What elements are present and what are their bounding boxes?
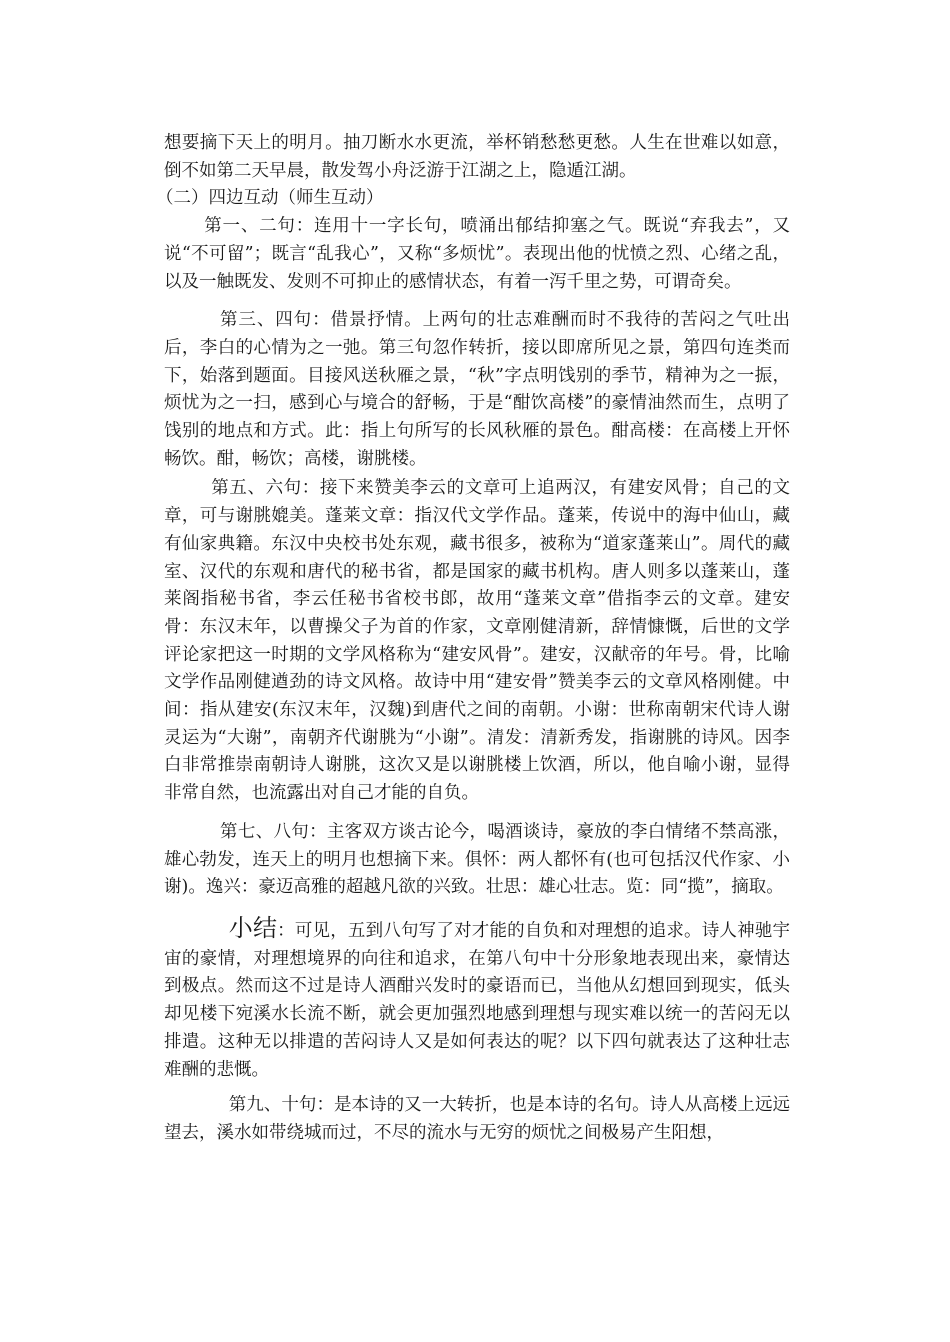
paragraph-intro-continuation: 想要摘下天上的明月。抽刀断水水更流，举杯销愁愁更愁。人生在世难以如意，倒不如第二天早晨，散发驾小舟泛游于江湖之上，隐遁江湖。 <box>164 133 790 181</box>
section-heading: （二）四边互动（师生互动） <box>156 188 384 209</box>
paragraph-lines-3-4: 第三、四句：借景抒情。上两句的壮志难酬而时不我待的苦闷之气吐出后，李白的心情为之一弛。第三句忽作转折，接以即席所见之景，第四句连类而下，始落到题面。目接风送秋雁之景，“秋”字点明饯别的季节，精神为之一振，烦忧为之一扫，感到心与境合的舒畅，于是“酣饮高楼”的豪情油然而生，点明了饯别的地点和方式。此：指上句所写的长风秋雁的景色。酣高楼：在高楼上开怀畅饮。酣，畅饮；高楼，谢朓楼。 <box>164 310 790 469</box>
document-body <box>156 130 791 1148</box>
paragraph-lines-5-6: 第五、六句：接下来赞美李云的文章可上追两汉，有建安风骨；自己的文章，可与谢朓媲美。蓬莱文章：指汉代文学作品。蓬莱，传说中的海中仙山，藏有仙家典籍。东汉中央校书处东观，藏书很多，被称为“道家蓬莱山”。周代的藏室、汉代的东观和唐代的秘书省，都是国家的藏书机构。唐人则多以蓬莱山，蓬莱阁指秘书省，李云任秘书省校书郎，故用“蓬莱文章”借指李云的文章。建安骨：东汉末年，以曹操父子为首的作家，文章刚健清新，辞情慷慨，后世的文学评论家把这一时期的文学风格称为“建安风骨”。建安，汉献帝的年号。骨，比喻文学作品刚健遒劲的诗文风格。故诗中用“建安骨”赞美李云的文章风格刚健。中间：指从建安(东汉末年，汉魏)到唐代之间的南朝。小谢：世称南朝宋代诗人谢灵运为“大谢”，南朝齐代谢朓为“小谢”。清发：清新秀发，指谢朓的诗风。因李白非常推崇南朝诗人谢朓，这次又是以谢朓楼上饮酒，所以，他自喻小谢，显得非常自然，也流露出对自己才能的自负。 <box>164 478 790 804</box>
paragraph-summary <box>164 915 790 1084</box>
paragraph-lines-7-8: 第七、八句：主客双方谈古论今，喝酒谈诗，豪放的李白情绪不禁高涨，雄心勃发，连天上的明月也想摘下来。俱怀：两人都怀有(也可包括汉代作家、小谢)。逸兴：豪迈高雅的超越凡欲的兴致。壮思：雄心壮志。览：同“揽”，摘取。 <box>164 821 790 898</box>
paragraph-lines-9-10: 第九、十句：是本诗的又一大转折，也是本诗的名句。诗人从高楼上远远望去，溪水如带绕城而过，不尽的流水与无穷的烦忧之间极易产生阳想， <box>164 1095 790 1143</box>
summary-text: ：可见，五到八句写了对才能的自负和对理想的追求。诗人神驰宇宙的豪情，对理想境界的向往和追求，在第八句中十分形象地表现出来，豪情达到极点。然而这不过是诗人酒酣兴发时的豪语而已，当他从幻想回到现实，低头却见楼下宛溪水长流不断，就会更加强烈地感到理想与现实难以统一的苦闷无以排遣。这种无以排遣的苦闷诗人又是如何表达的呢？以下四句就表达了这种壮志难酬的悲慨。 <box>164 920 791 1080</box>
summary-heading: 小结 <box>228 913 278 942</box>
paragraph-lines-1-2: 第一、二句：连用十一字长句，喷涌出郁结抑塞之气。既说“弃我去”，又说“不可留”；既言“乱我心”，又称“多烦忧”。表现出他的忧愤之烈、心绪之乱，以及一触既发、发则不可抑止的感情状态，有着一泻千里之势，可谓奇矣。 <box>164 216 790 292</box>
